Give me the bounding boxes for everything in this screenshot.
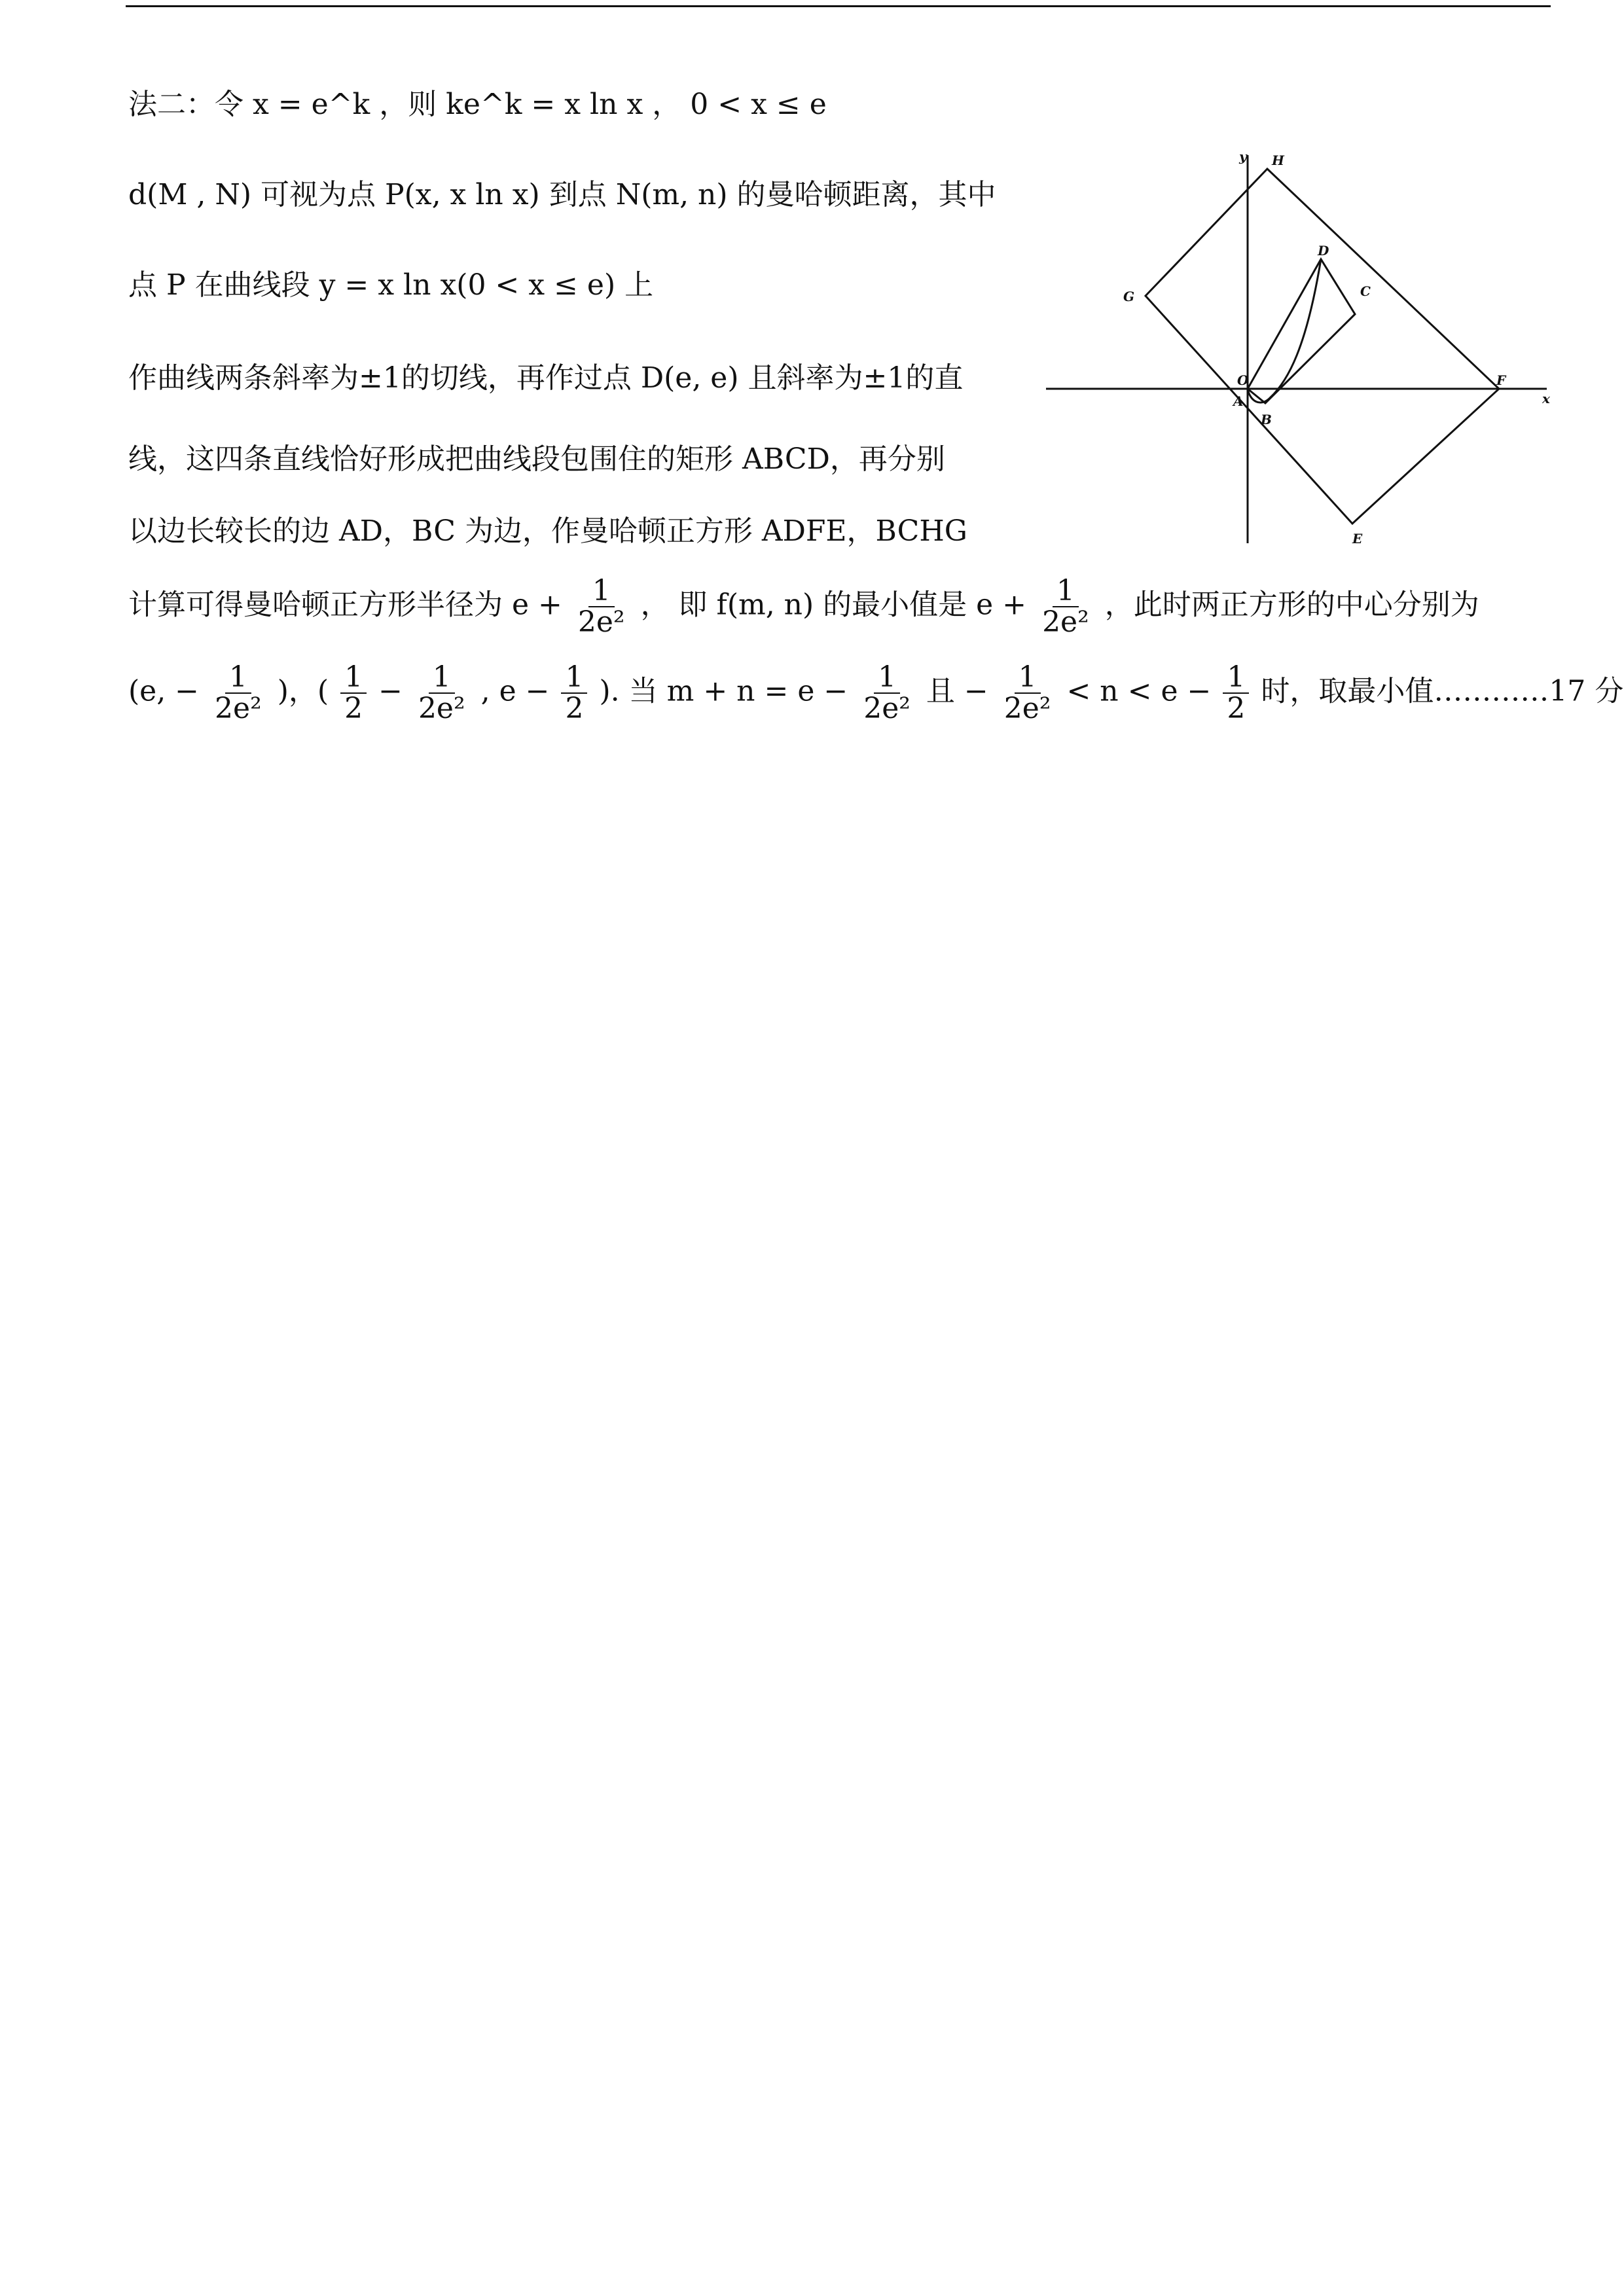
curve-xlnx xyxy=(1248,259,1321,403)
label-c: C xyxy=(1360,283,1371,299)
fraction-numerator: 1 xyxy=(588,576,615,607)
text-line-5: 线，这四条直线恰好形成把曲线段包围住的矩形 ABCD，再分别 xyxy=(128,442,945,476)
fraction xyxy=(1223,662,1249,724)
text-line-3: 点 P 在曲线段 y = x ln x(0 < x ≤ e) 上 xyxy=(128,268,654,302)
label-f: F xyxy=(1496,372,1506,388)
label-d: D xyxy=(1318,243,1329,259)
text-line-2: d(M , N) 可视为点 P(x, x ln x) 到点 N(m, n) 的曼哈顿距离，其中 xyxy=(128,178,996,211)
line8-text-f: 且 − xyxy=(926,674,988,708)
fraction xyxy=(574,576,629,637)
fraction xyxy=(211,662,266,724)
label-h: H xyxy=(1272,152,1284,168)
line8-text-b: )，( xyxy=(277,674,329,708)
label-g: G xyxy=(1123,289,1135,304)
fraction-denominator: 2e² xyxy=(1042,605,1089,639)
fraction-numerator: 1 xyxy=(874,662,900,694)
fraction xyxy=(859,662,914,724)
fraction-numerator: 1 xyxy=(1015,662,1041,694)
line8-text-c: − xyxy=(378,674,403,708)
text-line-7 xyxy=(128,576,1479,637)
line7-text-b: ， 即 f(m, n) 的最小值是 e + xyxy=(640,588,1027,622)
label-a: A xyxy=(1233,393,1244,409)
label-o: O xyxy=(1237,372,1249,388)
fraction-denominator: 2 xyxy=(565,692,584,726)
text-line-6: 以边长较长的边 AD，BC 为边，作曼哈顿正方形 ADFE，BCHG xyxy=(128,514,967,548)
fraction-numerator: 1 xyxy=(561,662,587,694)
fraction xyxy=(1038,576,1093,637)
text-line-4: 作曲线两条斜率为±1的切线，再作过点 D(e, e) 且斜率为±1的直 xyxy=(128,361,964,395)
fraction-numerator: 1 xyxy=(1223,662,1249,694)
fraction-denominator: 2e² xyxy=(1003,692,1051,726)
line8-text-e: ). 当 m + n = e − xyxy=(599,674,848,708)
fraction xyxy=(414,662,469,724)
text-line-8 xyxy=(128,662,1623,724)
fraction-denominator: 2 xyxy=(1227,692,1246,726)
fraction-denominator: 2 xyxy=(344,692,363,726)
top-rule xyxy=(126,5,1551,7)
fraction-numerator: 1 xyxy=(340,662,367,694)
line8-text-d: , e − xyxy=(480,674,550,708)
line8-text-g: < n < e − xyxy=(1066,674,1212,708)
fraction-numerator: 1 xyxy=(429,662,455,694)
fraction xyxy=(1000,662,1055,724)
fraction-numerator: 1 xyxy=(1053,576,1079,607)
line8-text-a: (e, − xyxy=(128,674,200,708)
fraction xyxy=(340,662,367,724)
fraction-denominator: 2e² xyxy=(577,605,625,639)
line8-text-h: 时，取最小值…………17 分 xyxy=(1261,674,1624,708)
text-line-1: 法二：令 x = e^k ，则 ke^k = x ln x ， 0 < x ≤ e xyxy=(128,88,827,121)
label-b: B xyxy=(1261,412,1272,427)
fraction-denominator: 2e² xyxy=(215,692,262,726)
fraction-numerator: 1 xyxy=(225,662,251,694)
fraction-denominator: 2e² xyxy=(418,692,465,726)
line7-text-c: ，此时两正方形的中心分别为 xyxy=(1104,588,1479,622)
label-y: y xyxy=(1239,149,1247,164)
fraction-denominator: 2e² xyxy=(863,692,911,726)
label-e: E xyxy=(1352,531,1363,547)
rectangle-abcd xyxy=(1248,259,1355,403)
line7-text-a: 计算可得曼哈顿正方形半径为 e + xyxy=(128,588,562,622)
geometry-figure xyxy=(1039,139,1563,558)
label-x: x xyxy=(1542,391,1550,406)
fraction xyxy=(561,662,587,724)
